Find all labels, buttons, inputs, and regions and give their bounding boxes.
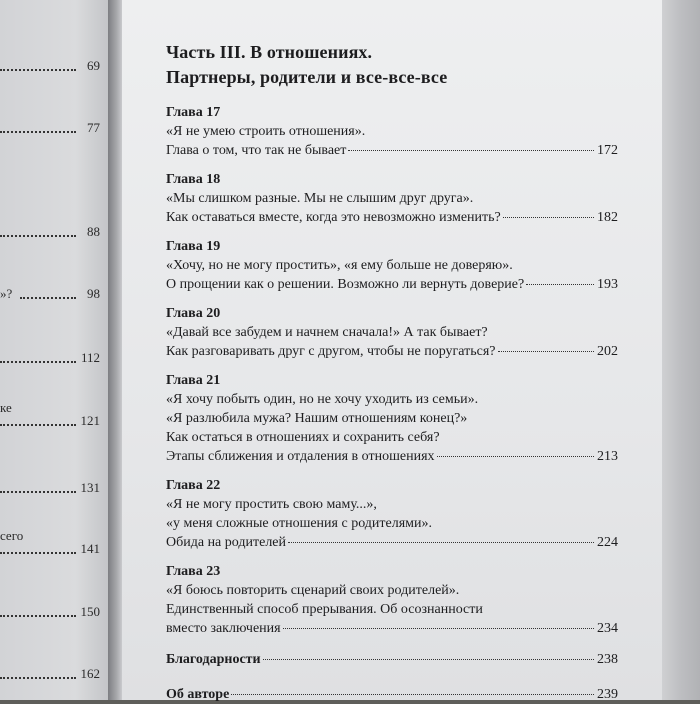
chapter-page-number: 202	[597, 344, 618, 359]
left-page-text-fragment: »?	[0, 286, 13, 301]
chapter-subtitle-line: «Я не могу простить свою маму...»,	[166, 497, 377, 512]
dot-leader	[503, 217, 594, 218]
chapter-subtitle-line: «Я хочу побыть один, но не хочу уходить из семьи».	[166, 392, 479, 407]
dot-leader	[437, 456, 594, 457]
left-page-number: 131	[80, 480, 100, 495]
left-page-number: 69	[87, 58, 100, 73]
left-page-entry	[0, 541, 106, 557]
chapter-heading: Глава 20	[166, 306, 221, 321]
chapter-subtitle-line: «Мы слишком разные. Мы не слышим друг друга».	[166, 191, 474, 206]
chapter-last-line	[166, 342, 618, 361]
dot-leader	[0, 552, 76, 554]
left-page-number: 141	[80, 541, 100, 556]
chapter-last-line	[166, 141, 618, 160]
chapter-heading: Глава 23	[166, 564, 221, 579]
chapter-entry[interactable]	[166, 238, 618, 294]
chapter-subtitle-line: «Давай все забудем и начнем сначала!» А так бывает?	[166, 325, 488, 340]
left-page-number: 112	[80, 350, 100, 365]
chapter-last-line	[166, 447, 618, 466]
chapter-page-number: 182	[597, 210, 618, 225]
left-page-number: 162	[80, 666, 100, 681]
chapter-last-line-text: Как разговаривать друг с другом, чтобы не поругаться?	[166, 344, 496, 359]
left-page-entry	[0, 58, 106, 74]
chapter-last-line	[166, 275, 618, 294]
left-page-text-fragment: сего	[0, 528, 24, 543]
chapter-entry[interactable]	[166, 305, 618, 361]
about-author-page: 239	[597, 687, 618, 702]
dot-leader	[0, 615, 76, 617]
chapter-last-line-text: Как оставаться вместе, когда это невозможно изменить?	[166, 210, 501, 225]
left-page-entry	[0, 604, 106, 620]
chapter-page-number: 213	[597, 449, 618, 464]
chapter-page-number: 193	[597, 277, 618, 292]
right-page	[122, 0, 662, 700]
left-page-text-fragment: ке	[0, 400, 12, 415]
chapter-last-line-text: Этапы сближения и отдаления в отношениях	[166, 449, 435, 464]
left-page-entry	[0, 666, 106, 682]
chapter-last-line-text: вместо заключения	[166, 621, 281, 636]
chapter-entry[interactable]	[166, 372, 618, 466]
dot-leader	[0, 424, 76, 426]
chapter-subtitle-line: «Я разлюбила мужа? Нашим отношениям конец?»	[166, 411, 468, 426]
chapter-heading: Глава 22	[166, 478, 221, 493]
table-of-contents	[166, 40, 618, 704]
dot-leader	[0, 69, 76, 71]
acknowledgements-label: Благодарности	[166, 652, 261, 667]
chapter-heading: Глава 17	[166, 105, 221, 120]
left-page-number: 98	[87, 286, 100, 301]
dot-leader	[0, 491, 76, 493]
dot-leader	[288, 542, 594, 543]
left-page-number: 88	[87, 224, 100, 239]
part-title-line-2: Партнеры, родители и все-все-все	[166, 67, 448, 87]
chapter-last-line-text: О прощении как о решении. Возможно ли вернуть доверие?	[166, 277, 525, 292]
dot-leader	[0, 131, 76, 133]
dot-leader	[283, 628, 594, 629]
chapter-subtitle-line: Как остаться в отношениях и сохранить себя?	[166, 430, 440, 445]
chapter-page-number: 224	[597, 535, 618, 550]
chapter-page-number: 234	[597, 621, 618, 636]
chapter-subtitle-line: «Я боюсь повторить сценарий своих родителей».	[166, 583, 460, 598]
left-page	[0, 0, 108, 700]
about-author-label: Об авторе	[166, 687, 230, 702]
dot-leader	[498, 351, 594, 352]
chapter-entry[interactable]	[166, 477, 618, 552]
dot-leader	[20, 297, 76, 299]
dot-leader	[263, 659, 594, 660]
left-page-entry	[0, 120, 106, 136]
about-author-entry[interactable]	[166, 685, 618, 704]
chapter-entry[interactable]	[166, 171, 618, 227]
left-page-entry	[0, 224, 106, 240]
chapter-last-line	[166, 208, 618, 227]
chapter-subtitle-line: «Я не умею строить отношения».	[166, 124, 366, 139]
acknowledgements-page: 238	[597, 652, 618, 667]
chapter-heading: Глава 18	[166, 172, 221, 187]
chapter-list	[166, 104, 618, 638]
chapter-last-line	[166, 619, 618, 638]
left-page-entry	[0, 350, 106, 366]
chapter-heading: Глава 21	[166, 373, 221, 388]
dot-leader	[348, 150, 594, 151]
part-title-line-1: Часть III. В отношениях.	[166, 42, 373, 62]
left-page-entry	[0, 480, 106, 496]
part-title	[166, 40, 618, 90]
chapter-subtitle-line: «у меня сложные отношения с родителями».	[166, 516, 433, 531]
chapter-last-line-text: Глава о том, что так не бывает	[166, 143, 347, 158]
chapter-subtitle-line: Единственный способ прерывания. Об осознанности	[166, 602, 483, 617]
chapter-entry[interactable]	[166, 104, 618, 160]
dot-leader	[231, 694, 594, 695]
left-page-entry	[0, 413, 106, 429]
chapter-subtitle-line: «Хочу, но не могу простить», «я ему больше не доверяю».	[166, 258, 513, 273]
left-page-number: 150	[80, 604, 100, 619]
chapter-heading: Глава 19	[166, 239, 221, 254]
chapter-last-line	[166, 533, 618, 552]
left-page-entry	[0, 286, 106, 302]
chapter-entry[interactable]	[166, 563, 618, 638]
dot-leader	[526, 284, 594, 285]
dot-leader	[0, 361, 76, 363]
chapter-last-line-text: Обида на родителей	[166, 535, 287, 550]
dot-leader	[0, 677, 76, 679]
chapter-page-number: 172	[597, 143, 618, 158]
page-edge	[662, 0, 700, 700]
left-page-number: 77	[87, 120, 100, 135]
acknowledgements-entry[interactable]	[166, 650, 618, 669]
left-page-number: 121	[80, 413, 100, 428]
book-gutter	[108, 0, 122, 700]
dot-leader	[0, 235, 76, 237]
